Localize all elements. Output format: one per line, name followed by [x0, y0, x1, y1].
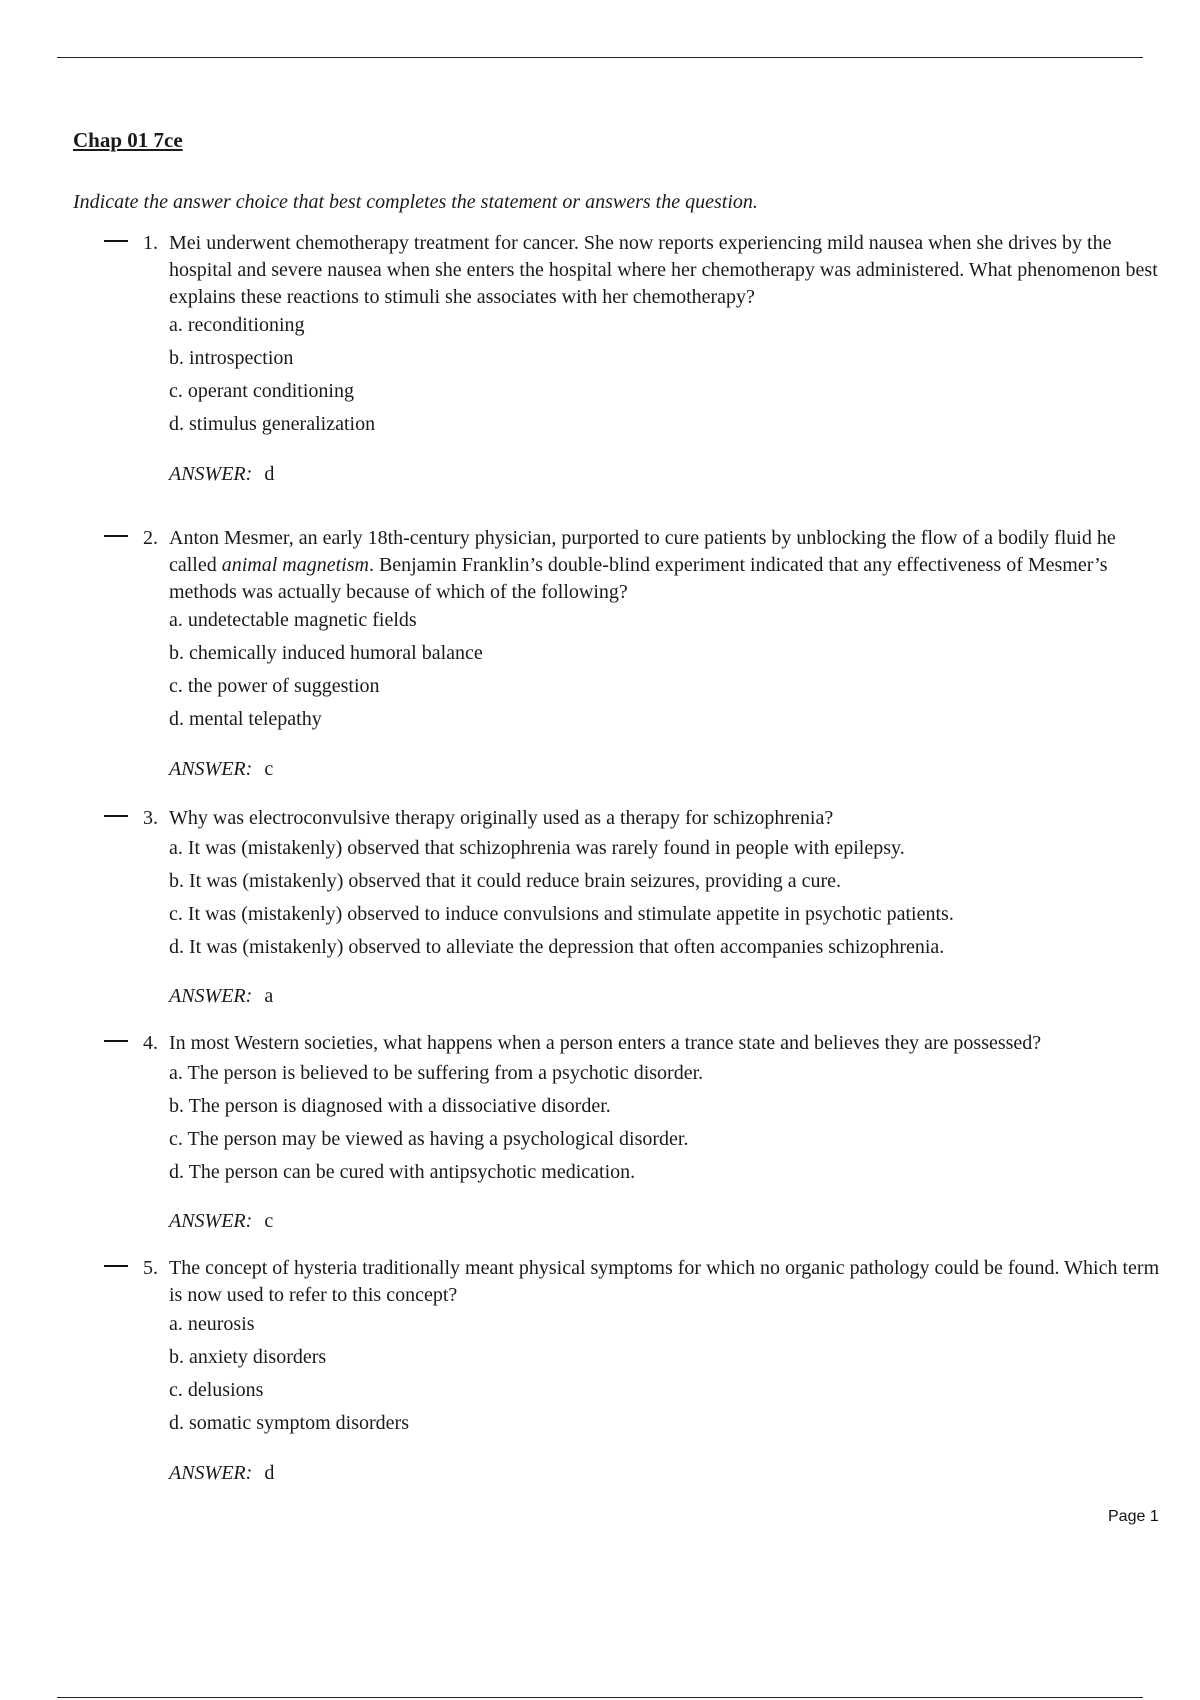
stem-text: Anton Mesmer, an early 18th-century physician, purported to cure patients by unblocking the flow of a bodily fluid he called [169, 527, 1116, 576]
answer-blank[interactable] [104, 240, 128, 242]
stem-emphasis: animal magnetism [221, 554, 369, 576]
choice-list [169, 607, 483, 739]
answer-value: c [264, 758, 274, 780]
choice-b: b. The person is diagnosed with a dissociative disorder. [169, 1095, 611, 1117]
question-stem: Why was electroconvulsive therapy originally used as a therapy for schizophrenia? [169, 807, 834, 829]
choice-list [169, 835, 954, 967]
answer-value: c [264, 1210, 274, 1232]
question-stem: In most Western societies, what happens when a person enters a trance state and believes they are possessed? [169, 1032, 1042, 1054]
answer-label: ANSWER: [169, 758, 253, 780]
question-stem: The concept of hysteria traditionally meant physical symptoms for which no organic pathology could be found. Which term is now used to refer to this concept? [169, 1257, 1160, 1306]
answer-label: ANSWER: [169, 1210, 253, 1232]
answer-blank[interactable] [104, 1265, 128, 1267]
choice-c: c. the power of suggestion [169, 675, 380, 697]
question-stem [169, 525, 1164, 606]
answer-label: ANSWER: [169, 463, 253, 485]
choice-d: d. stimulus generalization [169, 413, 376, 435]
choice-b: b. chemically induced humoral balance [169, 642, 483, 664]
answer-blank[interactable] [104, 1040, 128, 1042]
question-number: 1. [143, 232, 158, 254]
choice-d: d. It was (mistakenly) observed to alleviate the depression that often accompanies schizophrenia. [169, 936, 945, 958]
choice-a: a. The person is believed to be suffering from a psychotic disorder. [169, 1062, 704, 1084]
choice-c: c. operant conditioning [169, 380, 354, 402]
question-number: 3. [143, 807, 158, 829]
answer-line [169, 1460, 274, 1487]
page-number: Page 1 [1108, 1508, 1159, 1525]
answer-blank[interactable] [104, 815, 128, 817]
choice-d: d. mental telepathy [169, 708, 322, 730]
choice-list [169, 312, 375, 444]
choice-list [169, 1311, 409, 1443]
answer-line [169, 1208, 273, 1235]
answer-value: a [264, 985, 274, 1007]
stem-text: . Benjamin Franklin’s double-blind experiment indicated that any effectiveness of Mesmer’s methods was actually because of which of the following? [169, 554, 1108, 603]
answer-line [169, 983, 273, 1010]
choice-c: c. It was (mistakenly) observed to induce convulsions and stimulate appetite in psychotic patients. [169, 903, 954, 925]
question-number: 2. [143, 527, 158, 549]
choice-b: b. It was (mistakenly) observed that it could reduce brain seizures, providing a cure. [169, 870, 842, 892]
choice-c: c. The person may be viewed as having a psychological disorder. [169, 1128, 689, 1150]
answer-line [169, 461, 274, 488]
choice-b: b. introspection [169, 347, 294, 369]
choice-d: d. somatic symptom disorders [169, 1412, 409, 1434]
choice-a: a. reconditioning [169, 314, 305, 336]
answer-value: d [264, 1462, 275, 1484]
answer-line [169, 756, 273, 783]
choice-a: a. undetectable magnetic fields [169, 609, 417, 631]
question-number: 4. [143, 1032, 158, 1054]
answer-label: ANSWER: [169, 985, 253, 1007]
top-divider [57, 57, 1143, 58]
choice-a: a. It was (mistakenly) observed that schizophrenia was rarely found in people with epilepsy. [169, 837, 905, 859]
question-number: 5. [143, 1257, 158, 1279]
document-title: Chap 01 7ce [73, 128, 183, 152]
answer-value: d [264, 463, 275, 485]
choice-a: a. neurosis [169, 1313, 255, 1335]
question-stem: Mei underwent chemotherapy treatment for cancer. She now reports experiencing mild nausea when she drives by the hospital and severe nausea when she enters the hospital where her chemotherapy was administered. What phenomenon best explains these reactions to stimuli she associates with her chemotherapy? [169, 232, 1158, 308]
choice-c: c. delusions [169, 1379, 264, 1401]
answer-blank[interactable] [104, 535, 128, 537]
bottom-divider [57, 1697, 1143, 1698]
instructions: Indicate the answer choice that best completes the statement or answers the question. [73, 191, 758, 213]
choice-b: b. anxiety disorders [169, 1346, 327, 1368]
choice-d: d. The person can be cured with antipsychotic medication. [169, 1161, 636, 1183]
choice-list [169, 1060, 703, 1192]
answer-label: ANSWER: [169, 1462, 253, 1484]
